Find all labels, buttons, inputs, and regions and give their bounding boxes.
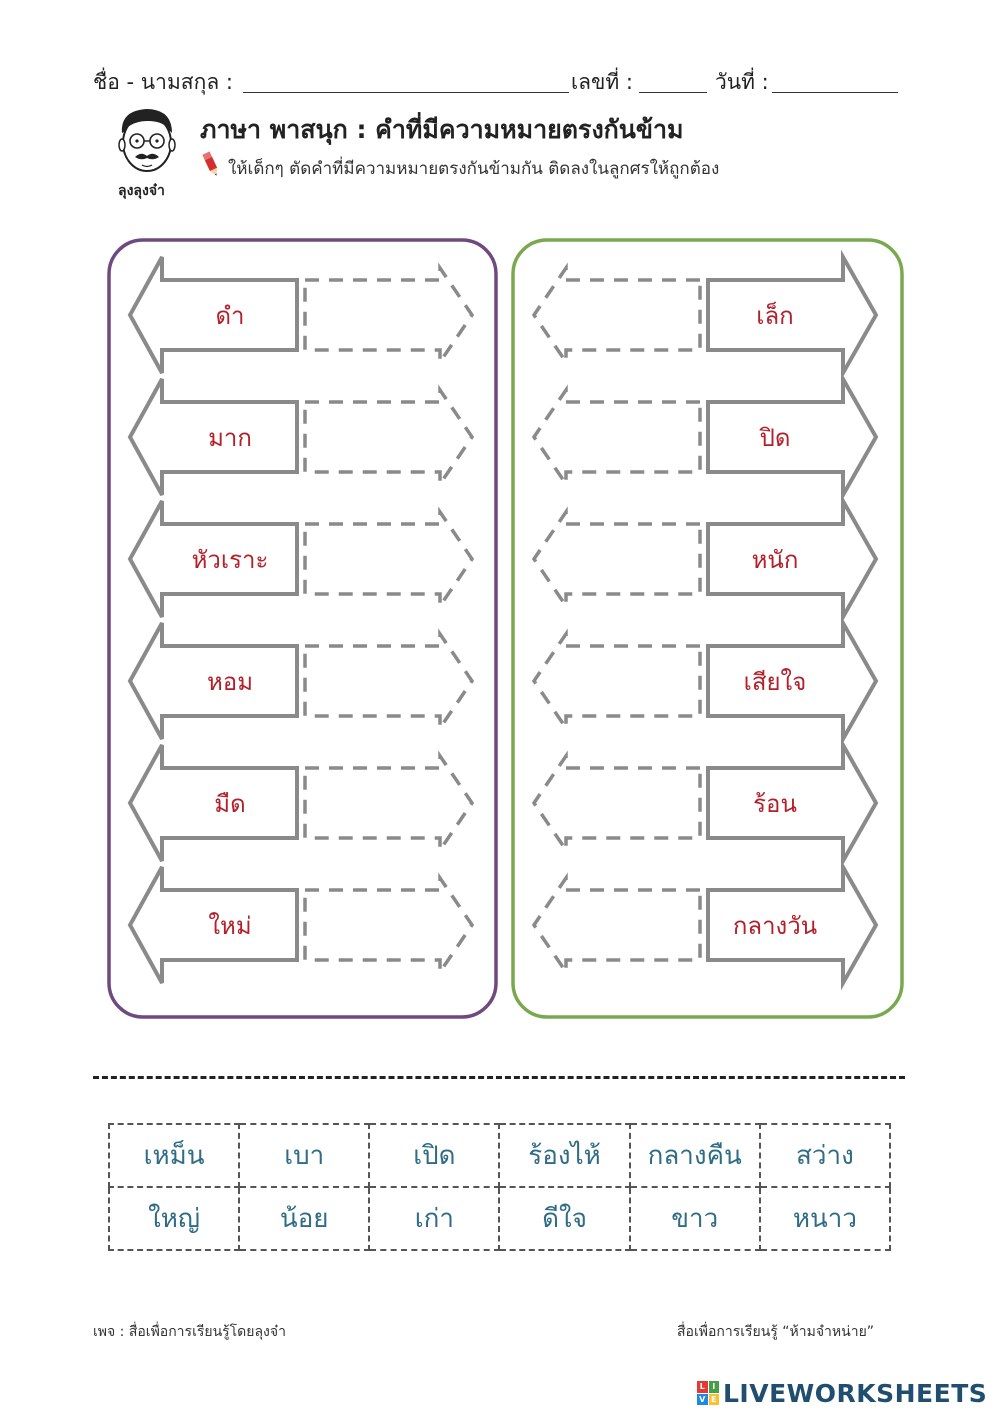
right-answer-slot[interactable] (534, 512, 700, 606)
table-row (109, 1187, 890, 1250)
cut-word-card[interactable]: สว่าง (760, 1124, 890, 1187)
left-answer-slot[interactable] (305, 268, 472, 362)
cut-word-card[interactable]: เปิด (369, 1124, 499, 1187)
left-word: ดำ (215, 302, 245, 330)
right-answer-slot[interactable] (534, 878, 700, 972)
left-answer-slot[interactable] (305, 390, 472, 484)
cut-word-card[interactable]: ใหญ่ (109, 1187, 239, 1250)
right-answer-slot[interactable] (534, 268, 700, 362)
right-word: ปิด (759, 424, 791, 452)
left-word: มาก (208, 424, 252, 452)
cut-word-card[interactable]: ขาว (630, 1187, 760, 1250)
footer-left: เพจ : สื่อเพื่อการเรียนรู้โดยลุงจ๋า (93, 1324, 286, 1340)
name-label: ชื่อ - นามสกุล : (93, 70, 233, 94)
right-word: กลางวัน (732, 912, 818, 940)
left-word: หัวเราะ (191, 546, 269, 574)
cut-word-card[interactable]: หนาว (760, 1187, 890, 1250)
number-label: เลขที่ : (571, 70, 633, 94)
left-answer-slot[interactable] (305, 878, 472, 972)
cut-word-card[interactable]: เบา (239, 1124, 369, 1187)
date-label: วันที่ : (715, 70, 769, 94)
right-word: หนัก (751, 546, 799, 574)
right-word: ร้อน (753, 790, 797, 818)
cut-word-card[interactable]: ดีใจ (499, 1187, 629, 1250)
left-answer-slot[interactable] (305, 756, 472, 850)
brand-name: LIVEWORKSHEETS (723, 1378, 988, 1408)
right-answer-slot[interactable] (534, 756, 700, 850)
left-arrow-shape (130, 257, 297, 373)
cut-word-card[interactable]: ร้องไห้ (499, 1124, 629, 1187)
left-answer-slot[interactable] (305, 512, 472, 606)
right-arrow-shape (708, 379, 876, 495)
right-answer-slot[interactable] (534, 634, 700, 728)
left-word: หอม (206, 668, 254, 696)
cut-word-card[interactable]: เก่า (369, 1187, 499, 1250)
liveworksheets-logo[interactable] (697, 1378, 987, 1408)
right-word: เสียใจ (743, 668, 807, 696)
mascot-label: ลุงลุงจ๋า (118, 183, 165, 199)
right-word: เล็ก (756, 302, 794, 330)
left-word: มืด (214, 790, 246, 818)
table-row (109, 1124, 890, 1187)
left-panel-frame (109, 240, 496, 1017)
left-word: ใหม่ (208, 912, 252, 940)
cut-words-table (108, 1123, 891, 1251)
cut-word-card[interactable]: เหม็น (109, 1124, 239, 1187)
cut-word-card[interactable]: กลางคืน (630, 1124, 760, 1187)
instruction-text: ให้เด็กๆ ตัดคำที่มีความหมายตรงกันข้ามกัน ติดลงในลูกศรให้ถูกต้อง (228, 159, 720, 179)
cut-word-card[interactable]: น้อย (239, 1187, 369, 1250)
left-answer-slot[interactable] (305, 634, 472, 728)
footer-right: สื่อเพื่อการเรียนรู้ “ห้ามจำหน่าย” (677, 1324, 875, 1340)
right-answer-slot[interactable] (534, 390, 700, 484)
page-title: ภาษา พาสนุก : คำที่มีความหมายตรงกันข้าม (200, 115, 684, 144)
liveworksheets-badge-icon: L I V E (697, 1381, 719, 1405)
cut-line (93, 1076, 905, 1079)
